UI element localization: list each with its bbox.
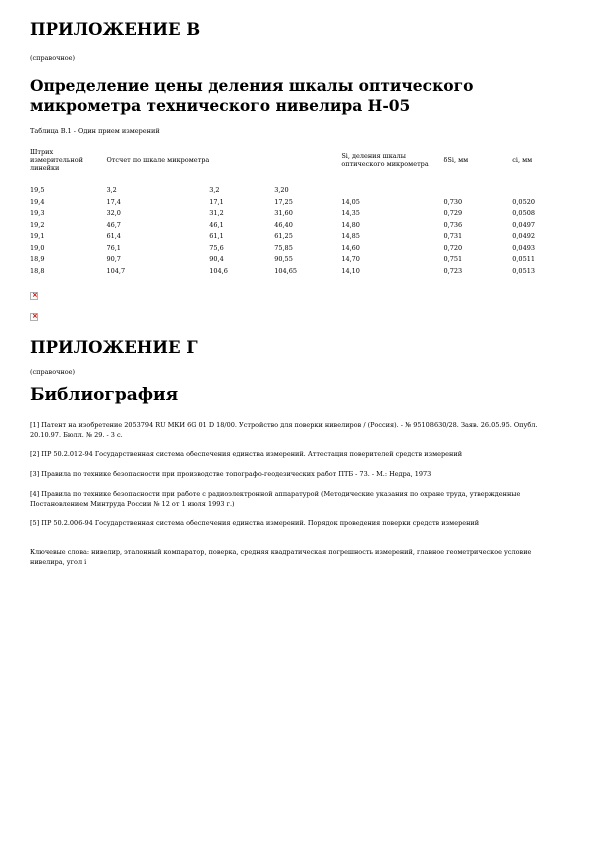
table-cell: 46,1 (209, 220, 224, 229)
table-header-cell: ci, мм (512, 156, 533, 164)
broken-image-glyph: × (32, 312, 38, 320)
table-cell: 0,736 (443, 220, 463, 229)
table-cell: 0,0511 (512, 255, 535, 263)
table-cell: 61,25 (274, 232, 293, 240)
table-cell: 18,9 (30, 255, 45, 263)
table-cell: 0,0513 (512, 266, 535, 275)
table-row (30, 267, 570, 279)
table-cell: 46,7 (106, 220, 121, 229)
reference-item: [1] Патент на изобретение 2053794 RU МКИ 6G 01 D 18/00. Устройство для поверки нивелиров / (Россия). - № 95108630/28. Заяв. 26.05.95. Опубл. 20.10.97. Бюлл. № 29. - 3 с. (30, 421, 538, 439)
table-cell: 61,4 (106, 232, 121, 240)
table-cell: 14,85 (341, 232, 360, 240)
table-cell: 14,70 (341, 255, 360, 263)
appendix-v-heading: Определение цены деления шкалы оптического микрометра технического нивелира Н-05 (30, 76, 474, 115)
table-cell: 0,731 (443, 232, 463, 240)
table-cell: 61,1 (209, 232, 224, 240)
table-header-cell: δSi, мм (443, 156, 469, 164)
measurement-table (30, 148, 570, 278)
table-cell: 90,4 (209, 255, 224, 263)
table-cell: 90,7 (106, 255, 121, 263)
appendix-g-note: (справочное) (30, 368, 76, 376)
table-cell: 0,0520 (512, 197, 535, 206)
broken-image-icon (30, 313, 38, 321)
appendix-g-title: ПРИЛОЖЕНИЕ Г (30, 338, 198, 357)
table-cell: 0,0492 (512, 232, 535, 240)
table-cell: 19,1 (30, 232, 45, 240)
table-cell: 3,2 (106, 186, 117, 194)
table-cell (341, 186, 443, 198)
table-cell (512, 186, 570, 198)
bibliography-heading: Библиография (30, 385, 179, 405)
table-row (30, 244, 570, 256)
table-row (30, 232, 570, 244)
table-row (30, 255, 570, 267)
table-cell: 14,05 (341, 197, 360, 206)
table-cell: 0,751 (443, 255, 463, 263)
reference-item: [5] ПР 50.2.006-94 Государственная система обеспечения единства измерений. Порядок проведения поверки средств измерений (30, 519, 480, 527)
table-cell: 18,8 (30, 266, 45, 275)
table-cell: 17,4 (106, 197, 121, 206)
table-cell: 17,1 (209, 197, 224, 206)
table-cell: 76,1 (106, 243, 121, 252)
table-cell: 0,720 (443, 243, 463, 252)
keywords: Ключевые слова: нивелир, эталонный компаратор, поверка, средняя квадратическая погрешность измерений, главное геометрическое условие нивелира, угол i (30, 548, 532, 566)
broken-image-icon (30, 292, 38, 300)
table-caption: Таблица В.1 - Один прием измерений (30, 127, 160, 135)
table-header-cell: Штрих измерительной линейки (30, 148, 83, 172)
table-cell: 14,10 (341, 266, 360, 275)
reference-item: [2] ПР 50.2.012-94 Государственная система обеспечения единства измерений. Аттестация поверителей средств измерений (30, 450, 463, 458)
table-row (30, 198, 570, 210)
table-cell: 0,0493 (512, 243, 535, 252)
table-cell: 75,6 (209, 243, 224, 252)
table-cell: 14,35 (341, 209, 360, 217)
table-cell: 19,4 (30, 197, 45, 206)
appendix-v-note: (справочное) (30, 54, 76, 62)
reference-item: [4] Правила по технике безопасности при работе с радиоэлектронной аппаратурой (Методические указания по охране труда, утвержденные Постановлением Минтруда России № 12 от 1 июля 1993 г.) (30, 490, 521, 508)
table-cell: 3,2 (209, 186, 220, 194)
table-cell: 31,60 (274, 209, 293, 217)
table-cell: 104,7 (106, 266, 126, 275)
table-row (30, 186, 570, 198)
table-cell: 19,3 (30, 209, 45, 217)
table-cell: 19,2 (30, 220, 45, 229)
table-cell: 75,85 (274, 243, 293, 252)
table-cell: 17,25 (274, 197, 293, 206)
appendix-v-title: ПРИЛОЖЕНИЕ В (30, 20, 201, 39)
table-cell: 19,5 (30, 186, 45, 194)
table-header-cell: Si, деления шкалы оптического микрометра (341, 152, 429, 168)
table-cell: 104,6 (209, 266, 228, 275)
reference-item: [3] Правила по технике безопасности при производстве топографо-геодезических работ ПТБ - 73. - М.: Недра, 1973 (30, 470, 432, 478)
table-header-cell (274, 148, 341, 186)
table-cell: 0,730 (443, 197, 463, 206)
table-cell: 3,20 (274, 186, 289, 194)
table-header-cell: Отсчет по шкале микрометра (106, 156, 210, 164)
table-cell: 31,2 (209, 209, 224, 217)
table-cell: 14,60 (341, 243, 360, 252)
table-header-row (30, 148, 570, 186)
table-cell: 14,80 (341, 220, 360, 229)
table-cell (444, 186, 513, 198)
table-cell: 104,65 (274, 266, 297, 275)
table-row (30, 209, 570, 221)
table-cell: 32,0 (106, 209, 121, 217)
table-cell: 0,0497 (512, 220, 535, 229)
table-cell: 19,0 (30, 243, 45, 252)
table-row (30, 221, 570, 233)
table-cell: 0,0508 (512, 209, 535, 217)
table-cell: 0,729 (443, 209, 463, 217)
table-cell: 0,723 (443, 266, 463, 275)
broken-image-glyph: × (32, 291, 38, 299)
table-cell: 46,40 (274, 220, 293, 229)
table-cell: 90,55 (274, 255, 293, 263)
table-header-cell (209, 148, 274, 186)
